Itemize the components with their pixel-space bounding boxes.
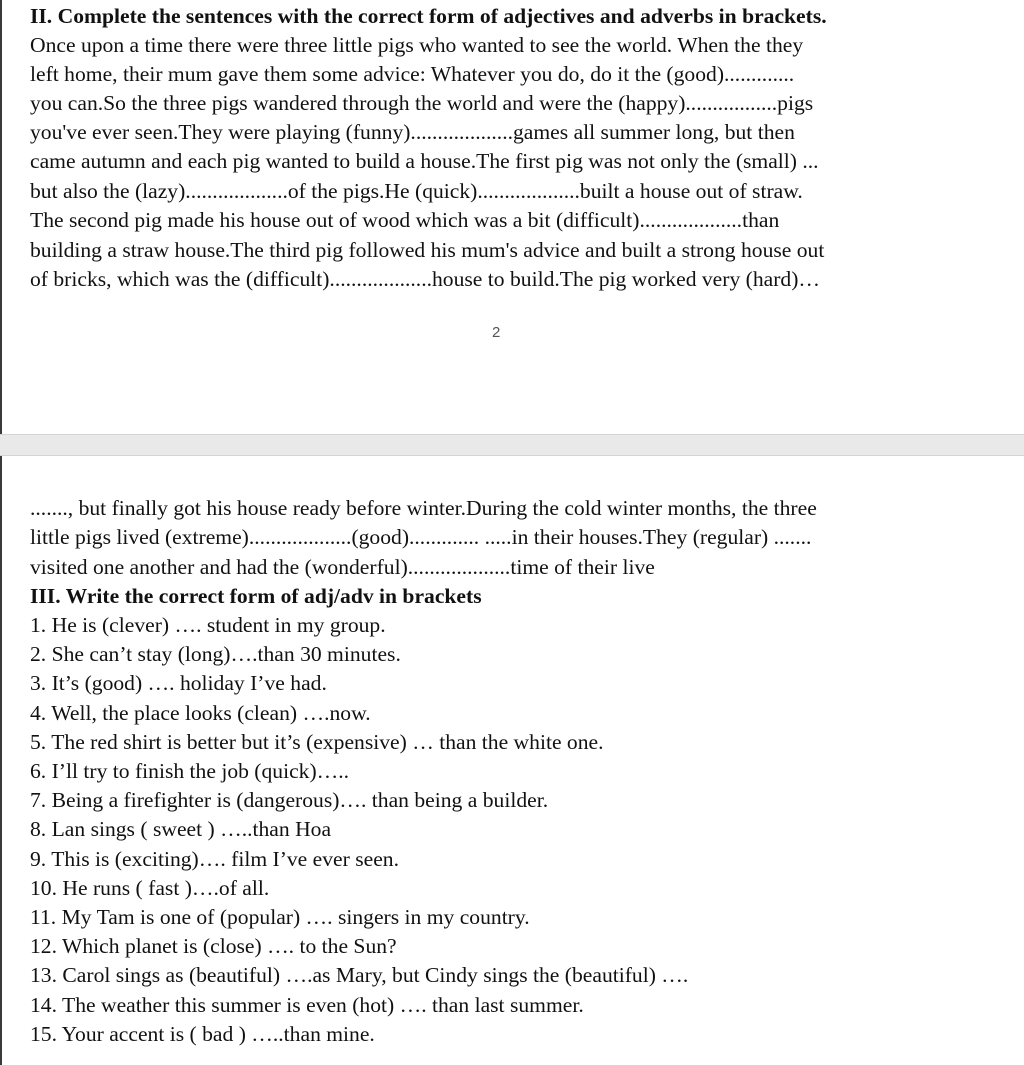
story-line: but also the (lazy)...................of the pigs.He (quick)...................built a house out of straw. xyxy=(30,179,803,203)
exercise-item: 8. Lan sings ( sweet ) …..than Hoa xyxy=(30,817,332,841)
exercise-item: 3. It’s (good) …. holiday I’ve had. xyxy=(30,671,327,695)
exercise-item: 10. He runs ( fast )….of all. xyxy=(30,876,270,900)
exercise-3-heading: III. Write the correct form of adj/adv in brackets xyxy=(30,584,482,608)
story-line: building a straw house.The third pig followed his mum's advice and built a strong house out xyxy=(30,238,825,262)
story-line: came autumn and each pig wanted to build a house.The first pig was not only the (small) ... xyxy=(30,149,819,173)
story-line: The second pig made his house out of wood which was a bit (difficult)...................than xyxy=(30,208,780,232)
story-line: left home, their mum gave them some advice: Whatever you do, do it the (good)............. xyxy=(30,62,795,86)
exercise-item: 13. Carol sings as (beautiful) ….as Mary, but Cindy sings the (beautiful) …. xyxy=(30,963,689,987)
exercise-item: 7. Being a firefighter is (dangerous)…. than being a builder. xyxy=(30,788,549,812)
story-line: you've ever seen.They were playing (funny)...................games all summer long, but then xyxy=(30,120,795,144)
exercise-2-heading: II. Complete the sentences with the correct form of adjectives and adverbs in brackets. xyxy=(30,4,827,28)
story-line: you can.So the three pigs wandered through the world and were the (happy).................pigs xyxy=(30,91,814,115)
page-separator xyxy=(0,434,1024,456)
exercise-item: 11. My Tam is one of (popular) …. singers in my country. xyxy=(30,905,530,929)
exercise-item: 1. He is (clever) …. student in my group. xyxy=(30,613,386,637)
document-page-top xyxy=(0,0,1024,434)
exercise-item: 15. Your accent is ( bad ) …..than mine. xyxy=(30,1022,375,1046)
exercise-item: 4. Well, the place looks (clean) ….now. xyxy=(30,701,371,725)
exercise-item: 14. The weather this summer is even (hot) …. than last summer. xyxy=(30,993,584,1017)
story-line: of bricks, which was the (difficult)...................house to build.The pig worked very (hard)… xyxy=(30,267,820,291)
exercise-item: 6. I’ll try to finish the job (quick)….. xyxy=(30,759,350,783)
document-page-bottom xyxy=(0,456,1024,1065)
page-number: 2 xyxy=(492,324,501,341)
story-line: visited one another and had the (wonderful)...................time of their live xyxy=(30,555,655,579)
story-line: Once upon a time there were three little pigs who wanted to see the world. When the they xyxy=(30,33,804,57)
exercise-item: 12. Which planet is (close) …. to the Sun? xyxy=(30,934,397,958)
exercise-item: 9. This is (exciting)…. film I’ve ever seen. xyxy=(30,847,399,871)
story-line: ......., but finally got his house ready before winter.During the cold winter months, the three xyxy=(30,496,817,520)
story-line: little pigs lived (extreme)...................(good)............. .....in their houses.They (regular) ....... xyxy=(30,525,812,549)
exercise-item: 5. The red shirt is better but it’s (expensive) … than the white one. xyxy=(30,730,604,754)
exercise-item: 2. She can’t stay (long)….than 30 minutes. xyxy=(30,642,401,666)
